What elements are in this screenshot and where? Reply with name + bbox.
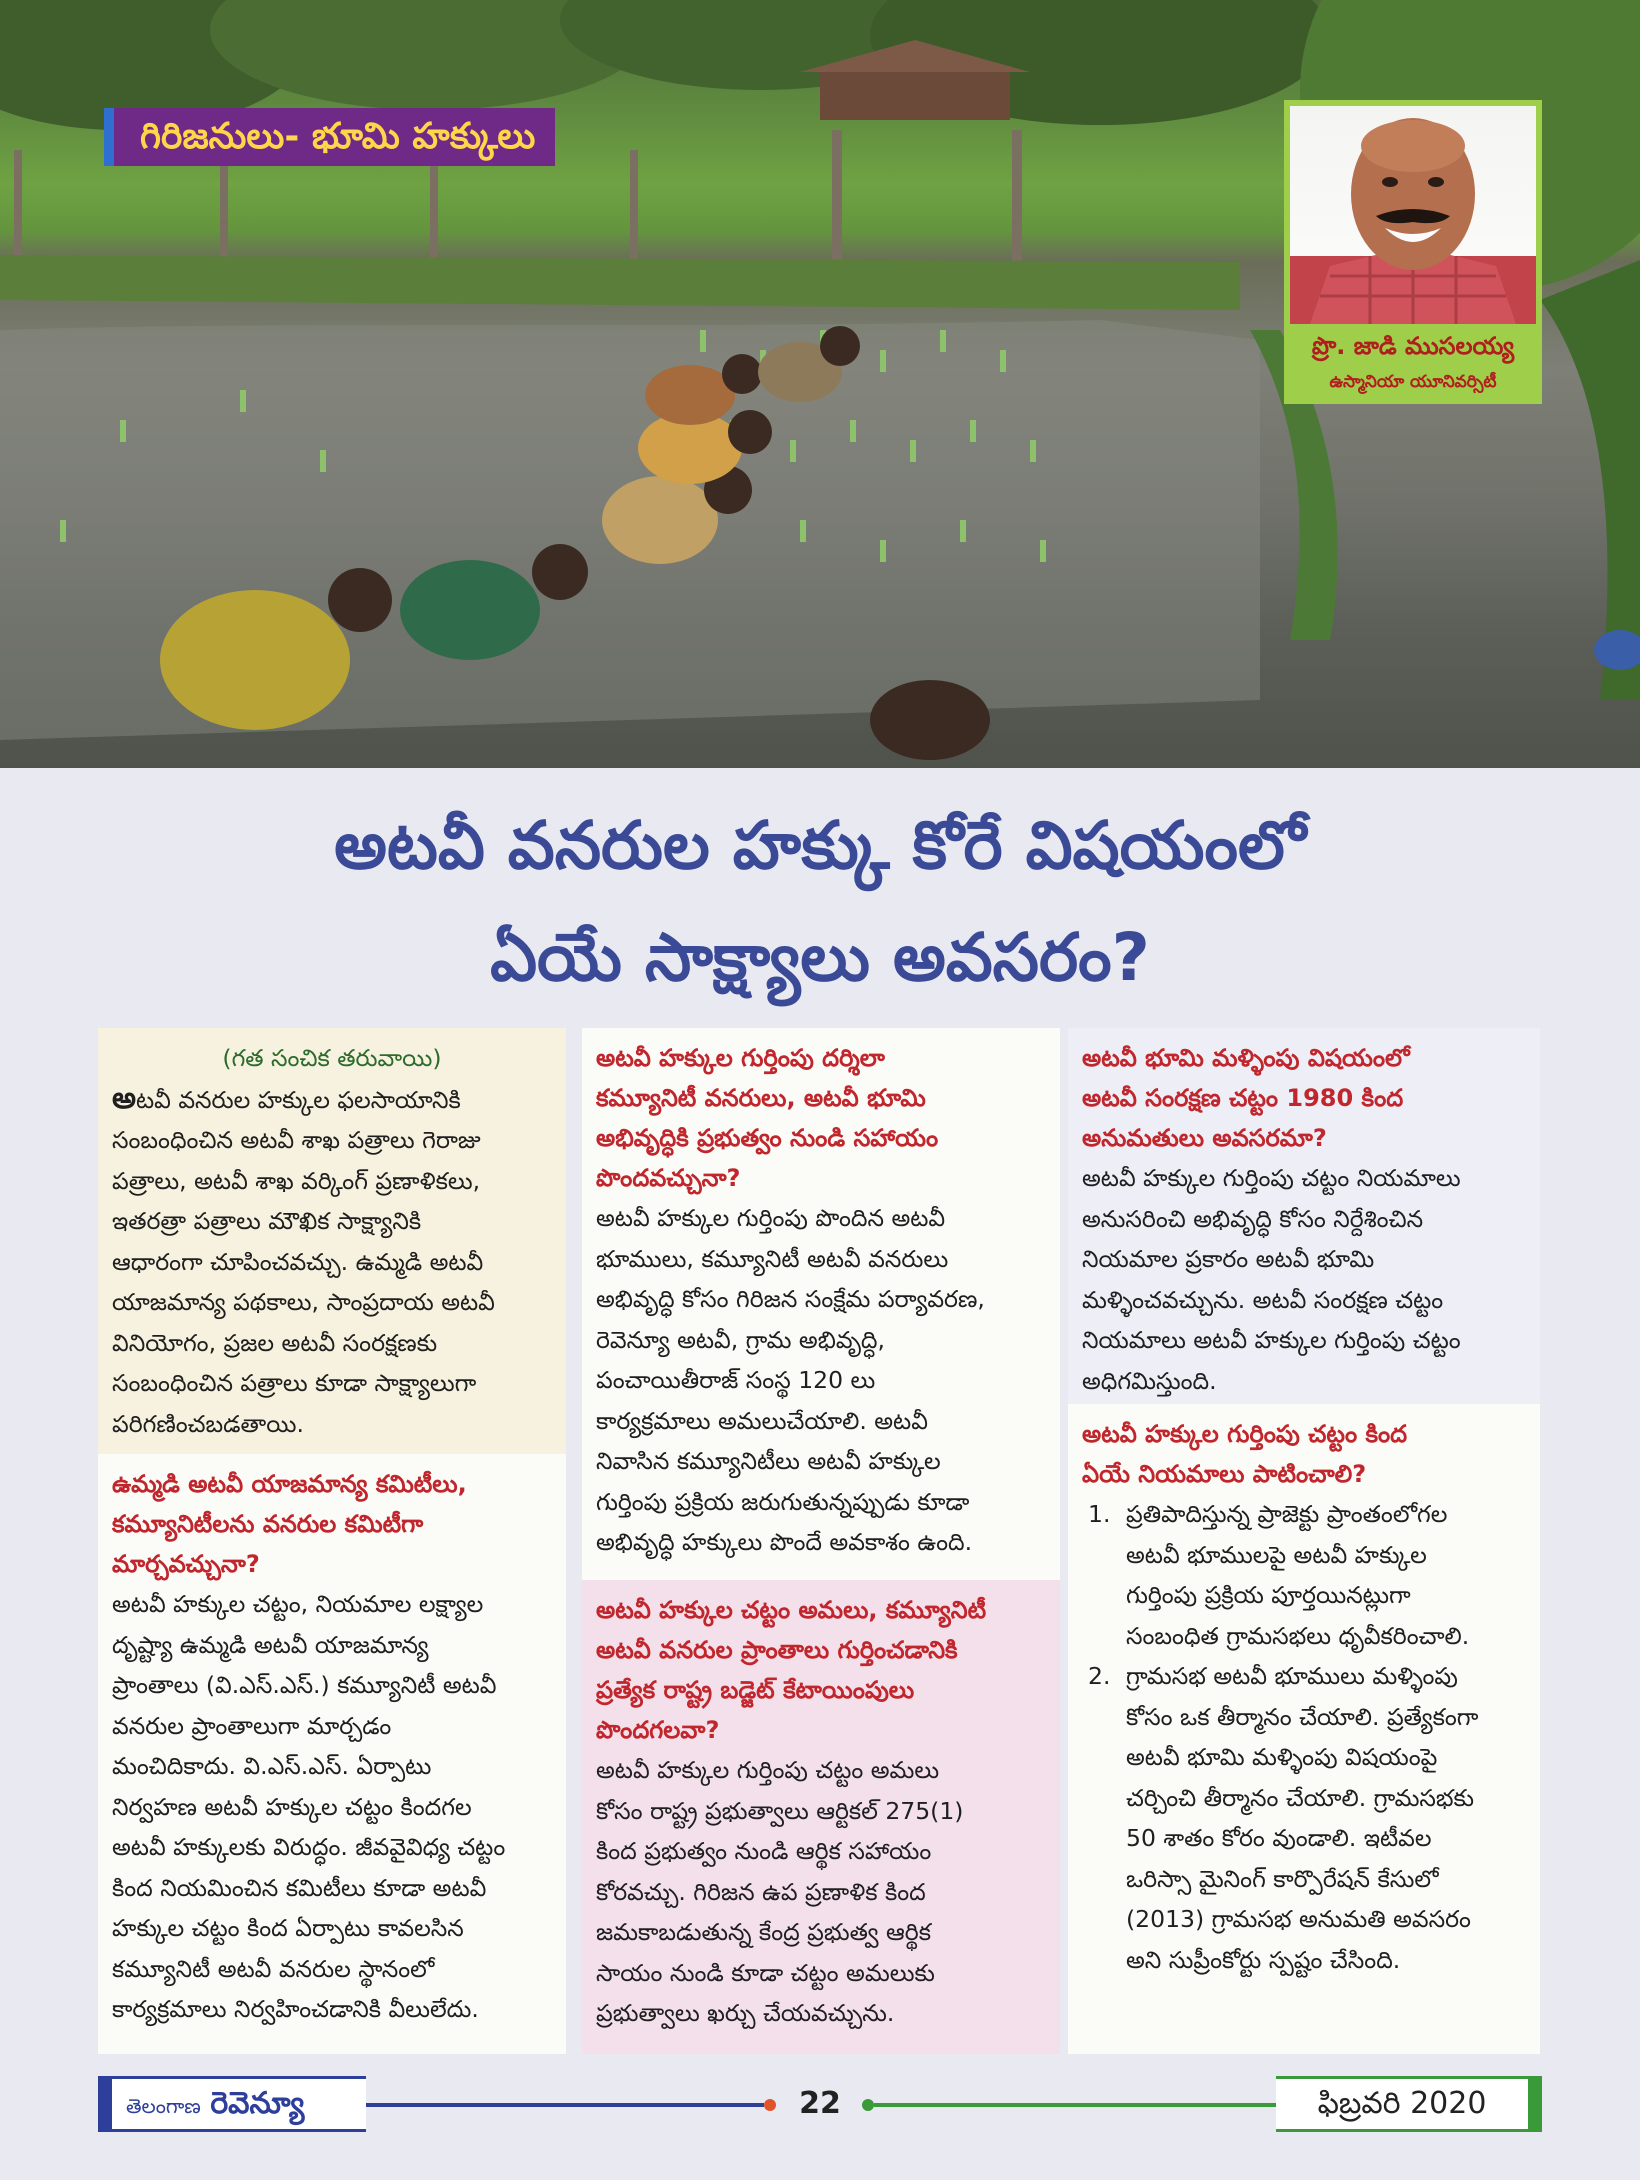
answer-line: కార్యక్రమాలు నిర్వహించడానికి వీలులేదు. [112,1995,479,2023]
column-3-section-1 [1068,1028,1540,1404]
magazine-title: రెవెన్యూ [210,2086,305,2121]
answer-line: మళ్ళించవచ్చును. అటవీ సంరక్షణ చట్టం [1082,1285,1444,1314]
intro-line-0: అటవీ వనరుల హక్కుల ఫలసాయానికి [112,1080,461,1116]
list-line: సంబంధిత గ్రామసభలు ధృవీకరించాలి. [1126,1621,1470,1650]
column-2 [582,1028,1060,2054]
list-item [1082,1656,1526,1980]
list-line: అని సుప్రీంకోర్టు స్పష్టం చేసింది. [1126,1945,1401,1974]
answer-line: అటవీ హక్కుల గుర్తింపు చట్టం అమలు [596,1756,940,1784]
question-heading: పొందగలవా? [596,1716,720,1744]
intro-line: ఆధారంగా చూపించవచ్చు. ఉమ్మడి అటవీ [112,1247,484,1276]
column-1 [98,1028,566,2054]
author-box [1284,100,1542,404]
magazine-prefix: తెలంగాణ [126,2094,201,2118]
question-heading: అటవీ హక్కుల చట్టం అమలు, కమ్యూనిటీ [596,1596,987,1624]
author-affiliation: ఉస్మానియా యూనివర్సిటీ [1329,372,1497,392]
column-3-section-2 [1068,1404,1540,2054]
answer-line: అభివృద్ధి హక్కులు పొందే అవకాశం ఉంది. [596,1528,973,1556]
column-2-section-1 [582,1028,1060,1580]
question-heading: అటవీ హక్కుల గుర్తింపు దర్శిలా [596,1044,885,1072]
answer-line: అధిగమిస్తుంది. [1082,1366,1217,1395]
drop-cap: అ [112,1080,136,1116]
list-line: గుర్తింపు ప్రక్రియ పూర్తయినట్లుగా [1126,1581,1411,1609]
answer-line: ప్రాంతాలు (వి.ఎస్.ఎస్.) కమ్యూనిటీ అటవీ [112,1671,497,1699]
answer-line: ప్రభుత్వాలు ఖర్చు చేయవచ్చును. [596,1999,895,2027]
column-1-section-2 [98,1454,566,2054]
question-heading: ఉమ్మడి అటవీ యాజమాన్య కమిటీలు, [112,1470,467,1498]
answer-line: మంచిదికాదు. వి.ఎస్.ఎస్. ఏర్పాటు [112,1752,432,1780]
column-2-section-2 [582,1580,1060,2054]
footer-rule-left [366,2103,764,2107]
continued-note: (గత సంచిక తరువాయి) [222,1044,442,1072]
list-line: అటవీ భూములపై అటవీ హక్కుల [1126,1540,1427,1569]
answer-line: దృష్ట్యా ఉమ్మడి అటవీ యాజమాన్య [112,1630,429,1659]
footer-dot-left [764,2099,776,2111]
magazine-name [98,2076,366,2132]
list-line: కోసం ఒక తీర్మానం చేయాలి. ప్రత్యేకంగా [1126,1702,1479,1731]
question-heading: అనుమతులు అవసరమా? [1082,1124,1327,1152]
intro-line: యాజమాన్య పథకాలు, సాంప్రదాయ అటవీ [112,1288,495,1316]
list-line: ఒరిస్సా మైనింగ్ కార్పొరేషన్ కేసులో [1126,1864,1439,1893]
list-item [1082,1494,1526,1656]
answer-line: పంచాయితీరాజ్ సంస్థ 120 లు [596,1366,876,1394]
answer-line: భూములు, కమ్యూనిటీ అటవీ వనరులు [596,1244,949,1273]
page-number: 22 [799,2086,841,2121]
question-heading: అభివృద్ధికి ప్రభుత్వం నుండి సహాయం [596,1124,939,1152]
question-heading: అటవీ హక్కుల గుర్తింపు చట్టం కింద [1082,1420,1408,1448]
answer-line: వనరుల ప్రాంతాలుగా మార్చడం [112,1711,392,1740]
answer-line: నివాసిన కమ్యూనిటీలు అటవీ హక్కుల [596,1447,941,1475]
question-heading: ప్రత్యేక రాష్ట్ర బడ్జెట్ కేటాయింపులు [596,1676,915,1704]
answer-line: రెవెన్యూ అటవీ, గ్రామ అభివృద్ధి, [596,1325,885,1354]
column-3 [1068,1028,1540,2054]
answer-line: కార్యక్రమాలు అమలుచేయాలి. అటవీ [596,1406,928,1435]
answer-line: అటవీ హక్కుల గుర్తింపు పొందిన అటవీ [596,1204,946,1232]
intro-line: సంబంధించిన పత్రాలు కూడా సాక్ష్యాలుగా [112,1369,477,1397]
question-heading: మార్చవచ్చునా? [112,1550,260,1578]
question-heading: కమ్యూనిటీ వనరులు, అటవీ భూమి [596,1084,926,1112]
question-heading: అటవీ సంరక్షణ చట్టం 1980 కింద [1082,1084,1404,1112]
answer-line: గుర్తింపు ప్రక్రియ జరుగుతున్నప్పుడు కూడా [596,1487,970,1516]
answer-line: జమకాబడుతున్న కేంద్ర ప్రభుత్వ ఆర్థిక [596,1918,931,1946]
list-line: చర్చించి తీర్మానం చేయాలి. గ్రామసభకు [1126,1783,1474,1812]
section-tag: గిరిజనులు- భూమి హక్కులు [104,108,555,166]
answer-line: కమ్యూనిటీ అటవీ వనరుల స్థానంలో [112,1954,435,1983]
column-1-intro-panel [98,1028,566,1454]
intro-line: పత్రాలు, అటవీ శాఖ వర్కింగ్ ప్రణాళికలు, [112,1166,481,1195]
page-footer [0,2072,1640,2136]
question-heading: ఏయే నియమాలు పాటించాలి? [1082,1460,1367,1488]
headline-line-2: ఏయే సాక్ష్యాలు అవసరం? [490,919,1150,996]
author-name: ప్రొ. జాడి ముసలయ్య [1311,332,1515,360]
question-heading: కమ్యూనిటీలను వనరుల కమిటీగా [112,1510,424,1538]
list-line: అటవీ భూమి మళ్ళింపు విషయంపై [1126,1743,1438,1771]
question-heading: పొందవచ్చునా? [596,1164,741,1192]
answer-line: హక్కుల చట్టం కింద ఏర్పాటు కావలసిన [112,1914,464,1942]
answer-line: అభివృద్ధి కోసం గిరిజన సంక్షేమ పర్యావరణ, [596,1285,985,1313]
author-photo [1290,106,1536,324]
list-line: (2013) గ్రామసభ అనుమతి అవసరం [1126,1905,1471,1933]
intro-line: పరిగణించబడతాయి. [112,1409,304,1438]
answer-line: నియమాలు అటవీ హక్కుల గుర్తింపు చట్టం [1082,1326,1461,1354]
question-heading: అటవీ వనరుల ప్రాంతాలు గుర్తించడానికి [596,1636,958,1664]
footer-dot-right [862,2099,874,2111]
footer-rule-right [874,2103,1276,2107]
answer-line: నియమాల ప్రకారం అటవీ భూమి [1082,1245,1375,1273]
answer-line: సాయం నుండి కూడా చట్టం అమలుకు [596,1958,935,1987]
list-line: 50 శాతం కోరం వుండాలి. ఇటీవల [1126,1824,1432,1852]
list-number: 2. [1088,1662,1111,1690]
headline-line-1: అటవీ వనరుల హక్కు కోరే విషయంలో [334,807,1306,884]
question-heading: అటవీ భూమి మళ్ళింపు విషయంలో [1082,1044,1410,1072]
answer-line: అటవీ హక్కుల చట్టం, నియమాల లక్ష్యాల [112,1590,484,1618]
answer-line: కోసం రాష్ట్ర ప్రభుత్వాలు ఆర్టికల్ 275(1) [596,1796,964,1825]
intro-line: వినియోగం, ప్రజల అటవీ సంరక్షణకు [112,1328,438,1357]
list-line: ప్రతిపాదిస్తున్న ప్రాజెక్టు ప్రాంతంలోగల [1126,1500,1448,1528]
answer-line: నిర్వహణ అటవీ హక్కుల చట్టం కిందగల [112,1792,472,1821]
author-portrait [1290,106,1536,324]
rice-field-photo [0,0,1640,768]
intro-line: సంబంధించిన అటవీ శాఖ పత్రాలు గెరాజు [112,1126,481,1154]
list-line: గ్రామసభ అటవీ భూములు మళ్ళింపు [1126,1662,1458,1690]
issue-date: ఫిబ్రవరి 2020 [1276,2076,1542,2132]
list-number: 1. [1088,1500,1111,1528]
answer-line: అటవీ హక్కులకు విరుద్ధం. జీవవైవిధ్య చట్టం [112,1833,506,1861]
answer-line: కింద నియమించిన కమిటీలు కూడా అటవీ [112,1873,487,1902]
answer-line: కింద ప్రభుత్వం నుండి ఆర్థిక సహాయం [596,1837,932,1865]
article-headline [0,790,1640,1014]
rules-list [1082,1494,1526,1980]
answer-line: అటవీ హక్కుల గుర్తింపు చట్టం నియమాలు [1082,1164,1461,1192]
answer-line: కోరవచ్చు. గిరిజన ఉప ప్రణాళిక కింద [596,1877,926,1906]
intro-line: ఇతరత్రా పత్రాలు మౌఖిక సాక్ష్యానికి [112,1207,422,1235]
answer-line: అనుసరించి అభివృద్ధి కోసం నిర్దేశించిన [1082,1204,1424,1233]
